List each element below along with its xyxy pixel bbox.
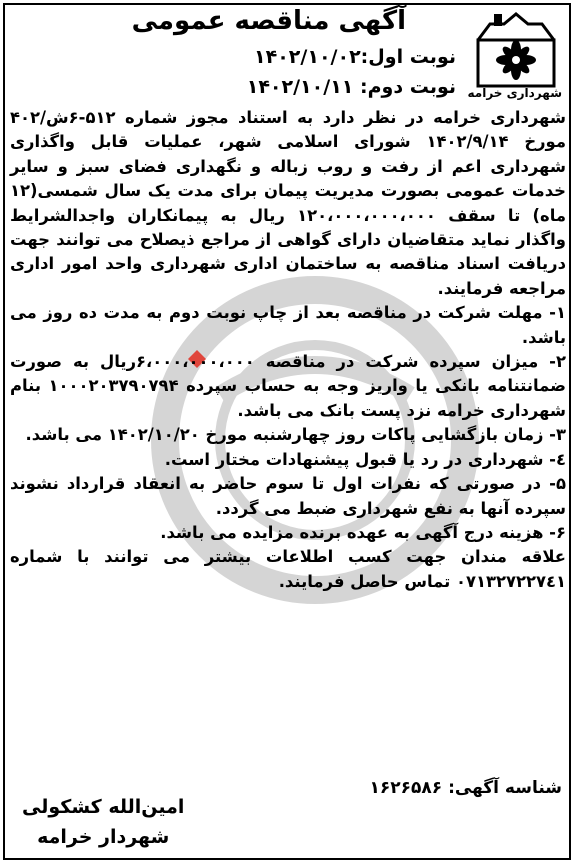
condition-item-6: ۶- هزینه درج آگهی به عهده برنده مزایده می باشد. <box>160 522 566 542</box>
condition-item-5: ۵- در صورتی که نفرات اول تا سوم حاضر به انعقاد قرارداد نشوند سپرده آنها به نفع شهرداری ضبط می گردد. <box>10 474 566 518</box>
second-round-date: نوبت دوم: ۱۴۰۲/۱۰/۱۱ <box>246 76 456 98</box>
first-round-date: نوبت اول:۱۴۰۲/۱۰/۰۲ <box>254 46 456 68</box>
notice-serial: شناسه آگهی: ۱۶۲۶۵۸۶ <box>369 778 562 798</box>
notice-body <box>10 106 566 594</box>
signature-block <box>22 792 184 852</box>
signer-name: امین‌الله کشکولی <box>22 796 185 818</box>
condition-item-4: ٤- شهرداری در رد یا قبول پیشنهادات مختار است. <box>164 449 566 469</box>
condition-item-3: ۳- زمان بازگشایی پاکات روز چهارشنبه مورخ ۱۴۰۲/۱۰/۲۰ می باشد. <box>25 425 566 445</box>
condition-item-1: ۱- مهلت شرکت در مناقصه بعد از چاپ نوبت دوم به مدت ده روز می باشد. <box>10 303 566 347</box>
intro-paragraph: شهرداری خرامه در نظر دارد به استناد مجوز شماره ۵۱۲-۶ش/۴۰۲ مورخ ۱۴۰۲/۹/۱۴ شورای اسلامی شهر، عملیات قابل واگذاری شهرداری اعم از رفت و روب زباله و نگهداری فضای سبز و سایر خدمات عمومی بصورت مدیریت پیمان برای مدت یک سال شمسی(۱۲ ماه) تا سقف ۱۲۰،۰۰۰،۰۰۰،۰۰۰ ریال به پیمانکاران واجدالشرایط واگذار نماید متقاضیان دارای گواهی از مراجع ذیصلاح می توانند جهت دریافت اسناد مناقصه به ساختمان اداری شهرداری واحد امور اداری مراجعه فرمایند. <box>10 108 566 298</box>
contact-paragraph: علاقه مندان جهت کسب اطلاعات بیشتر می توانند با شماره ۰۷۱۳۲۷۲۲۷٤۱ تماس حاصل فرمایند. <box>10 547 566 591</box>
signer-title: شهردار خرامه <box>37 826 170 848</box>
logo-caption: شهرداری خرامه <box>467 86 562 100</box>
condition-item-2: ۲- میزان سپرده شرکت در مناقصه ۶،۰۰۰،۰۰۰،۰۰۰ریال به صورت ضمانتنامه بانکی یا واریز وجه به حساب سپرده ۱۰۰۰۲۰۳۷۹۰۷۹۴ بنام شهرداری خرامه نزد پست بانک می باشد. <box>10 352 567 420</box>
page-title: آگهی مناقصه عمومی <box>131 6 406 36</box>
